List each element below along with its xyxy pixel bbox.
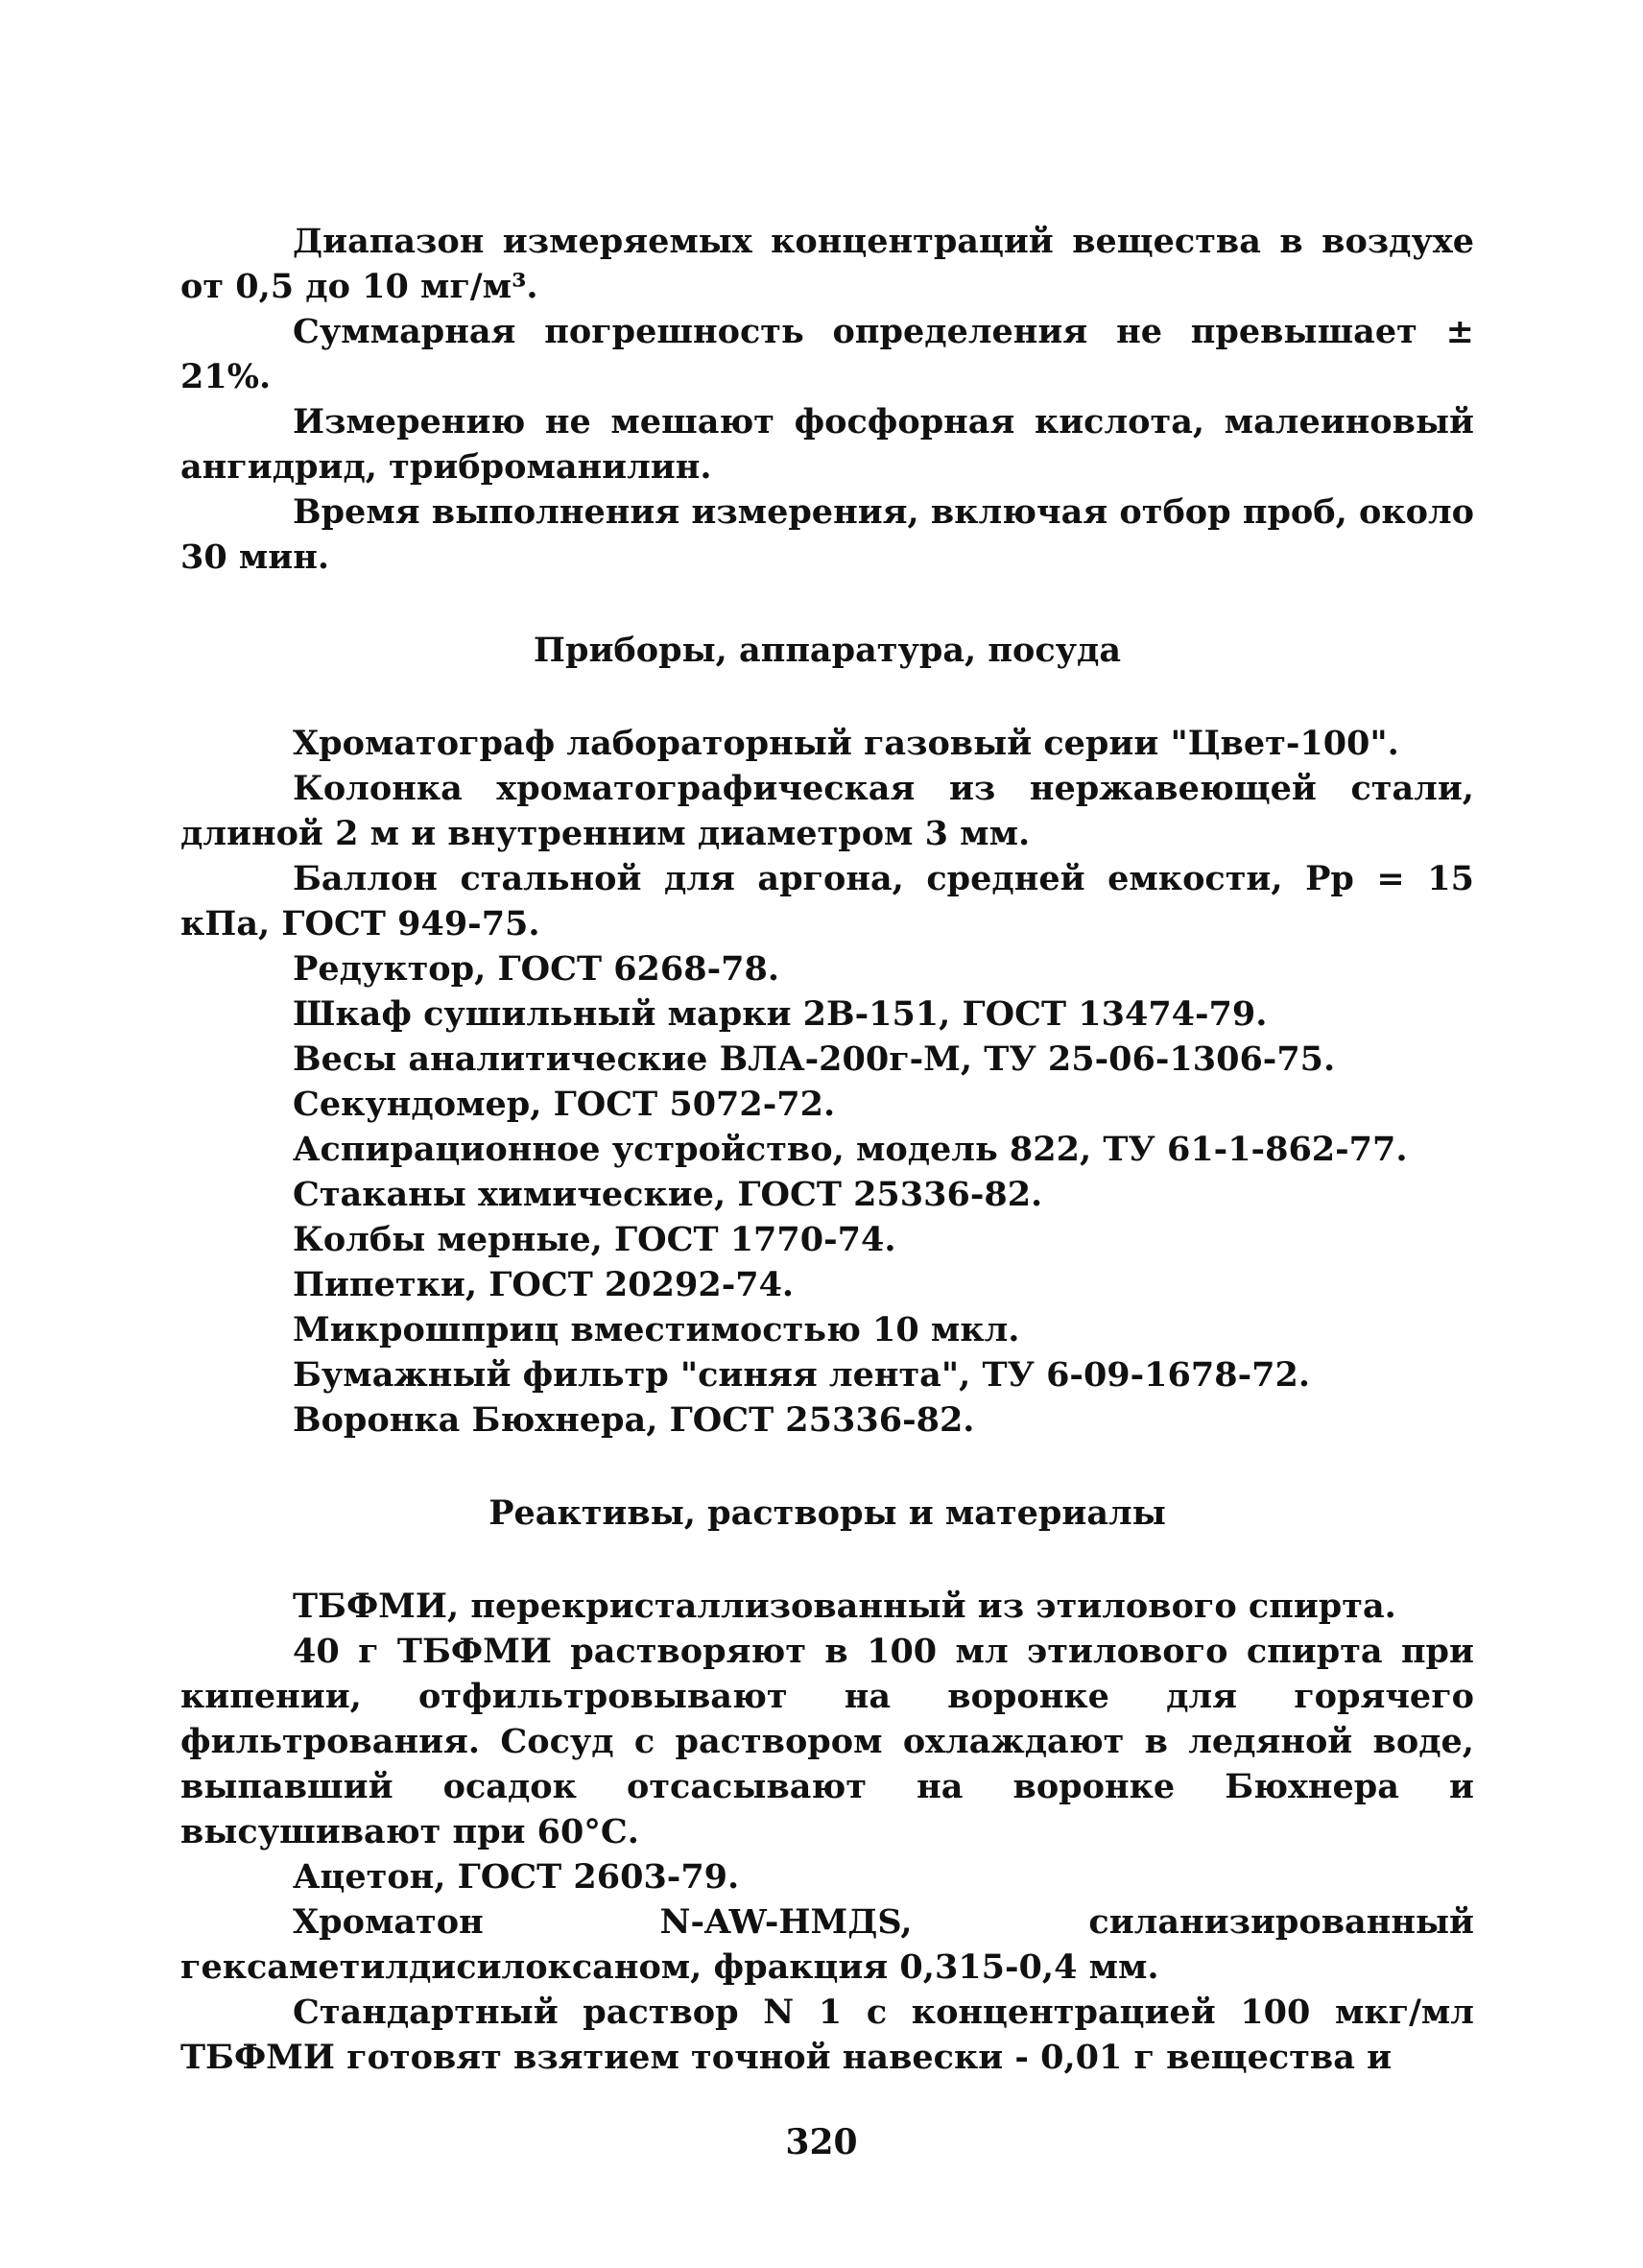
- list-item: Стаканы химические, ГОСТ 25336-82.: [293, 1175, 1043, 1214]
- page-number: 320: [785, 2122, 858, 2162]
- list-item: Воронка Бюхнера, ГОСТ 25336-82.: [293, 1400, 975, 1440]
- list-item: Аспирационное устройство, модель 822, ТУ 61-1-862-77.: [293, 1130, 1408, 1169]
- interference-paragraph: Измерению не мешают фосфорная кислота, малеиновый ангидрид, триброманилин.: [180, 402, 1474, 487]
- document-page: [180, 219, 1474, 2080]
- list-item: Колонка хроматографическая из нержавеющей стали, длиной 2 м и внутренним диаметром 3 мм.: [180, 769, 1474, 853]
- section-heading-equipment: Приборы, аппаратура, посуда: [533, 631, 1122, 670]
- recrystallization-paragraph: 40 г ТБФМИ растворяют в 100 мл этилового спирта при кипении, отфильтровывают на воронке для горячего фильтрования. Сосуд с раствором охлаждают в ледяной воде, выпавший осадок отсасывают на воронке Бюхнера и высушивают при 60°С.: [180, 1632, 1474, 1851]
- acetone-paragraph: Ацетон, ГОСТ 2603-79.: [293, 1857, 740, 1897]
- list-item: Секундомер, ГОСТ 5072-72.: [293, 1085, 836, 1124]
- reagent-paragraph: ТБФМИ, перекристаллизованный из этилового спирта.: [293, 1587, 1396, 1626]
- list-item: Редуктор, ГОСТ 6268-78.: [293, 949, 780, 989]
- standard-solution-paragraph: Стандартный раствор N 1 с концентрацией 100 мкг/мл ТБФМИ готовят взятием точной навески - 0,01 г вещества и: [180, 1993, 1474, 2077]
- list-item: Колбы мерные, ГОСТ 1770-74.: [293, 1220, 896, 1259]
- range-paragraph: Диапазон измеряемых концентраций вещества в воздухе от 0,5 до 10 мг/м³.: [180, 222, 1474, 306]
- list-item: Шкаф сушильный марки 2В-151, ГОСТ 13474-79.: [293, 994, 1268, 1034]
- equipment-list: [180, 721, 1474, 1443]
- list-item: Хроматограф лабораторный газовый серии "Цвет-100".: [293, 724, 1399, 763]
- error-paragraph: Суммарная погрешность определения не превышает ± 21%.: [180, 312, 1474, 396]
- chromaton-paragraph: Хроматон N-AW-HMДS, силанизированный гексаметилдисилоксаном, фракция 0,315-0,4 мм.: [180, 1902, 1474, 1987]
- section-heading-reagents: Реактивы, растворы и материалы: [488, 1493, 1166, 1533]
- list-item: Пипетки, ГОСТ 20292-74.: [293, 1265, 795, 1304]
- list-item: Микрошприц вместимостью 10 мкл.: [293, 1310, 1020, 1349]
- duration-paragraph: Время выполнения измерения, включая отбор проб, около 30 мин.: [180, 492, 1474, 577]
- list-item: Бумажный фильтр "синяя лента", ТУ 6-09-1678-72.: [293, 1355, 1311, 1395]
- list-item: Баллон стальной для аргона, средней емкости, Рр = 15 кПа, ГОСТ 949-75.: [180, 859, 1474, 943]
- list-item: Весы аналитические ВЛА-200г-М, ТУ 25-06-1306-75.: [293, 1039, 1336, 1079]
